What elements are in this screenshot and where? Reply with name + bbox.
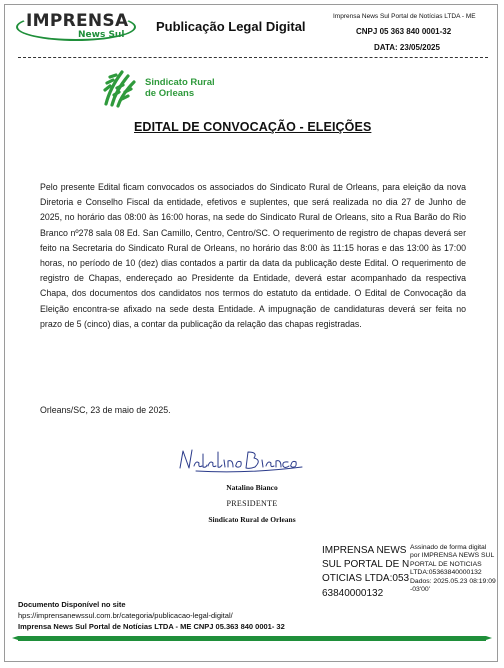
digital-stamp-info: Assinado de forma digital por IMPRENSA NEWS SUL PORTAL DE NOTICIAS LTDA:05363840000132 Dados: 2025.05.23 08:19:09 -03'00' [410, 544, 496, 594]
digital-stamp-name: IMPRENSA NEWS SUL PORTAL DE NOTICIAS LTDA:05363840000132 [322, 545, 410, 599]
sindicato-logo-name [145, 77, 245, 99]
logo-main-text: IMPRENSA [26, 11, 129, 31]
header-company: Imprensa News Sul Portal de Notícias LTDA - ME [333, 13, 476, 20]
edital-body: Pelo presente Edital ficam convocados os associados do Sindicato Rural de Orleans, para eleição da nova Diretoria e Conselho Fiscal da entidade, efetivos e suplentes, que será realizada no dia 27 de Junho de 2025, no horário das 08:00 às 16:00 horas, na sede do Sindicato Rural de Orleans, sito a Rua Barão do Rio Branco nº278 sala 08 Ed. San Camillo, Centro, Centro/SC. O requerimento de registro de chapas deverá ser feito na Secretaria do Sindicato Rural de Orleans, no horário das 8:00 às 11:15 horas e das 13:00 às 17:00 horas, no período de 10 (dez) dias contados a partir da data da publicação deste Edital. O requerimento de registro de Chapas, endereçado ao Presidente da Entidade, deverá estar acompanhado da respectiva Chapa, dos documentos dos candidatos nos termos do estatuto da entidade. O Edital de Convocação da Eleição encontra-se afixado na sede desta Entidade. A impugnação de candidaturas deverá ser feita no prazo de 5 (cinco) dias, a contar da publicação da relação das chapas registradas. [40, 182, 466, 329]
publication-header [0, 0, 504, 64]
signer-organization: Sindicato Rural de Orleans [208, 515, 296, 524]
place-date: Orleans/SC, 23 de maio de 2025. [40, 405, 171, 415]
sindicato-logo-line2: de Orleans [145, 88, 195, 99]
logo-sub-text: News Sul [78, 30, 125, 40]
signer-name: Natalino Bianco [226, 483, 278, 492]
signer-role: PRESIDENTE [226, 499, 278, 508]
footer-company: Imprensa News Sul Portal de Notícias LTDA - ME CNPJ 05.363 840 0001- 32 [18, 622, 285, 631]
publication-title: Publicação Legal Digital [156, 19, 306, 34]
header-cnpj: CNPJ 05 363 840 0001-32 [356, 27, 452, 36]
footer-green-bar [18, 636, 486, 641]
sindicato-logo-line1: Sindicato Rural [145, 77, 215, 88]
handwritten-signature [176, 446, 326, 476]
footer-url[interactable]: hps://imprensanewssul.com.br/categoria/publicacao-legal-digital/ [18, 611, 233, 620]
sindicato-logo [100, 66, 250, 110]
wheat-icon [100, 66, 140, 108]
edital-title: EDITAL DE CONVOCAÇÃO - ELEIÇÕES [134, 120, 372, 134]
footer-availability: Documento Disponível no site [18, 600, 126, 609]
header-divider [18, 57, 488, 58]
imprensa-logo [16, 9, 136, 43]
header-date: DATA: 23/05/2025 [374, 43, 440, 52]
